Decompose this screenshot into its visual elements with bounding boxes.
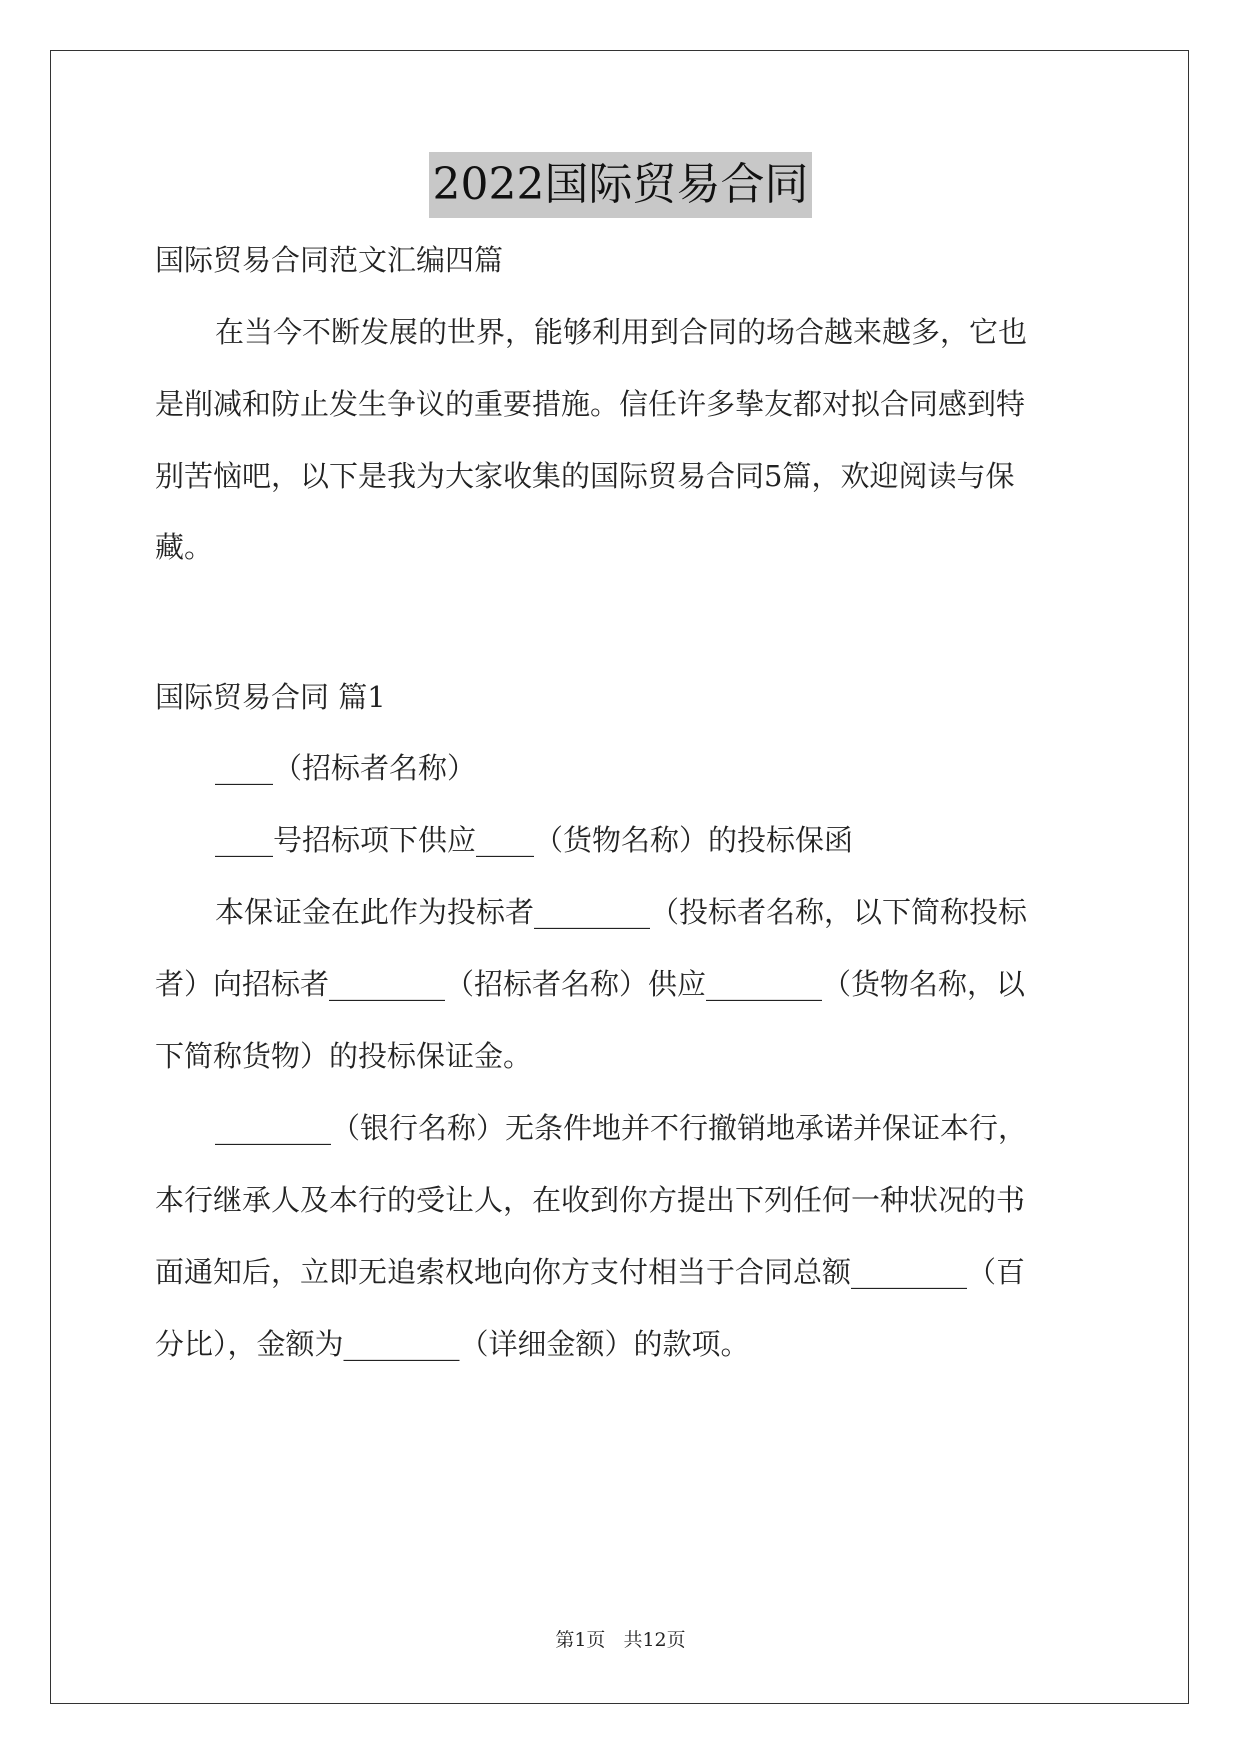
title-container bbox=[0, 152, 1241, 218]
intro-paragraph-line: 别苦恼吧，以下是我为大家收集的国际贸易合同5篇，欢迎阅读与保 bbox=[155, 459, 1015, 493]
section-heading: 国际贸易合同 篇1 bbox=[155, 680, 386, 714]
subtitle-line: 国际贸易合同范文汇编四篇 bbox=[155, 243, 504, 277]
subject-line: ____号招标项下供应____（货物名称）的投标保函 bbox=[215, 823, 854, 857]
body-paragraph-line: 本行继承人及本行的受让人，在收到你方提出下列任何一种状况的书 bbox=[155, 1183, 1026, 1217]
intro-paragraph-line: 是削减和防止发生争议的重要措施。信任许多挚友都对拟合同感到特 bbox=[155, 387, 1026, 421]
body-paragraph-line: 下简称货物）的投标保证金。 bbox=[155, 1039, 533, 1073]
body-paragraph-line: 者）向招标者________（招标者名称）供应________（货物名称，以 bbox=[155, 967, 1026, 1001]
page-footer bbox=[0, 1628, 1241, 1652]
intro-paragraph-line: 藏。 bbox=[155, 530, 214, 564]
addressee-line: ____（招标者名称） bbox=[215, 751, 477, 785]
page-total: 共12页 bbox=[623, 1629, 686, 1651]
body-paragraph-line: ________（银行名称）无条件地并不行撤销地承诺并保证本行， bbox=[215, 1111, 1028, 1145]
document-title: 2022国际贸易合同 bbox=[429, 152, 813, 218]
page-number: 第1页 bbox=[555, 1629, 606, 1651]
body-paragraph-line: 面通知后，立即无追索权地向你方支付相当于合同总额________（百 bbox=[155, 1255, 1026, 1289]
page-border bbox=[50, 50, 1189, 1704]
body-paragraph-line: 分比），金额为________（详细金额）的款项。 bbox=[155, 1327, 750, 1361]
intro-paragraph-line: 在当今不断发展的世界，能够利用到合同的场合越来越多，它也 bbox=[215, 315, 1028, 349]
body-paragraph-line: 本保证金在此作为投标者________（投标者名称，以下简称投标 bbox=[215, 895, 1028, 929]
